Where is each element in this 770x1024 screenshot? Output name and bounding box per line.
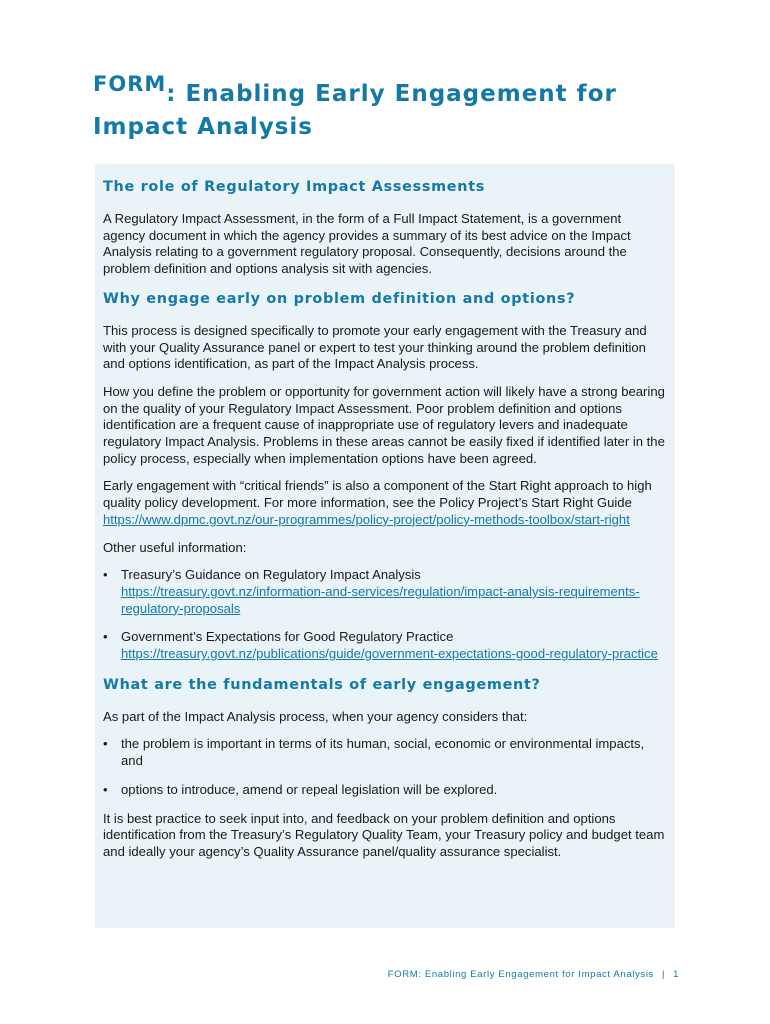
page-number: 1	[673, 969, 679, 980]
list-item-text: Treasury’s Guidance on Regulatory Impact Analysis	[121, 567, 421, 583]
list-item	[103, 782, 667, 799]
paragraph-why-3-text: Early engagement with “critical friends” is also a component of the Start Right approach to high quality policy development. For more information, see the Policy Project’s Start Right Guide	[103, 478, 652, 511]
footer-title: FORM: Enabling Early Engagement for Impact Analysis	[387, 969, 654, 980]
section-heading-why: Why engage early on problem definition and options?	[103, 290, 576, 307]
government-expectations-link[interactable]: https://treasury.govt.nz/publications/guide/government-expectations-good-regulatory-practice	[121, 646, 658, 662]
paragraph-why-3	[103, 478, 667, 528]
bullet-icon: •	[103, 781, 108, 797]
list-item-text: the problem is important in terms of its human, social, economic or environmental impacts, and	[121, 736, 645, 769]
section-heading-role: The role of Regulatory Impact Assessments	[103, 179, 486, 195]
list-item	[103, 629, 667, 662]
content-panel	[95, 164, 675, 928]
useful-info-list	[103, 567, 667, 663]
page-title	[93, 72, 693, 144]
start-right-link[interactable]: https://www.dpmc.govt.nz/our-programmes/policy-project/policy-methods-toolbox/start-right	[103, 511, 630, 527]
footer-separator: |	[661, 969, 666, 980]
page-footer	[388, 969, 679, 980]
fundamentals-list	[103, 736, 667, 798]
bullet-icon: •	[103, 567, 108, 583]
title-form-word: FORM	[93, 72, 167, 96]
list-item	[103, 567, 667, 617]
bullet-icon: •	[103, 736, 108, 752]
bullet-icon: •	[103, 629, 108, 645]
title-rest: : Enabling Early Engagement for Impact Analysis	[93, 81, 617, 140]
treasury-guidance-link[interactable]: https://treasury.govt.nz/information-and-services/regulation/impact-analysis-requirements-regulatory-proposals	[121, 583, 640, 616]
list-item	[103, 736, 667, 769]
useful-info-label: Other useful information:	[103, 539, 247, 555]
paragraph-role: A Regulatory Impact Assessment, in the form of a Full Impact Statement, is a government agency document in which the agency provides a summary of its best advice on the Impact Analysis relating to a government regulatory proposal. Consequently, decisions around the problem definition and options analysis sit with agencies.	[103, 211, 631, 277]
section-heading-fundamentals: What are the fundamentals of early engagement?	[103, 676, 541, 693]
paragraph-fundamentals-closing: It is best practice to seek input into, and feedback on your problem definition and options identification from the Treasury’s Regulatory Quality Team, your Treasury policy and budget team and ideally your agency’s Quality Assurance panel/quality assurance specialist.	[103, 810, 665, 859]
list-item-text: Government’s Expectations for Good Regulatory Practice	[121, 629, 454, 645]
paragraph-why-2: How you define the problem or opportunity for government action will likely have a strong bearing on the quality of your Regulatory Impact Assessment. Poor problem definition and options identification are a frequent cause of inappropriate use of regulatory levers and inadequate regulatory Impact Analysis. Problems in these areas cannot be easily fixed if identified later in the policy process, especially when implementation options have been agreed.	[103, 383, 665, 466]
paragraph-why-1: This process is designed specifically to promote your early engagement with the Treasury and with your Quality Assurance panel or expert to test your thinking around the problem definition and options identification, as part of the Impact Analysis process.	[103, 322, 647, 372]
list-item-text: options to introduce, amend or repeal legislation will be explored.	[121, 781, 498, 797]
paragraph-fundamentals-intro: As part of the Impact Analysis process, when your agency considers that:	[103, 708, 528, 724]
